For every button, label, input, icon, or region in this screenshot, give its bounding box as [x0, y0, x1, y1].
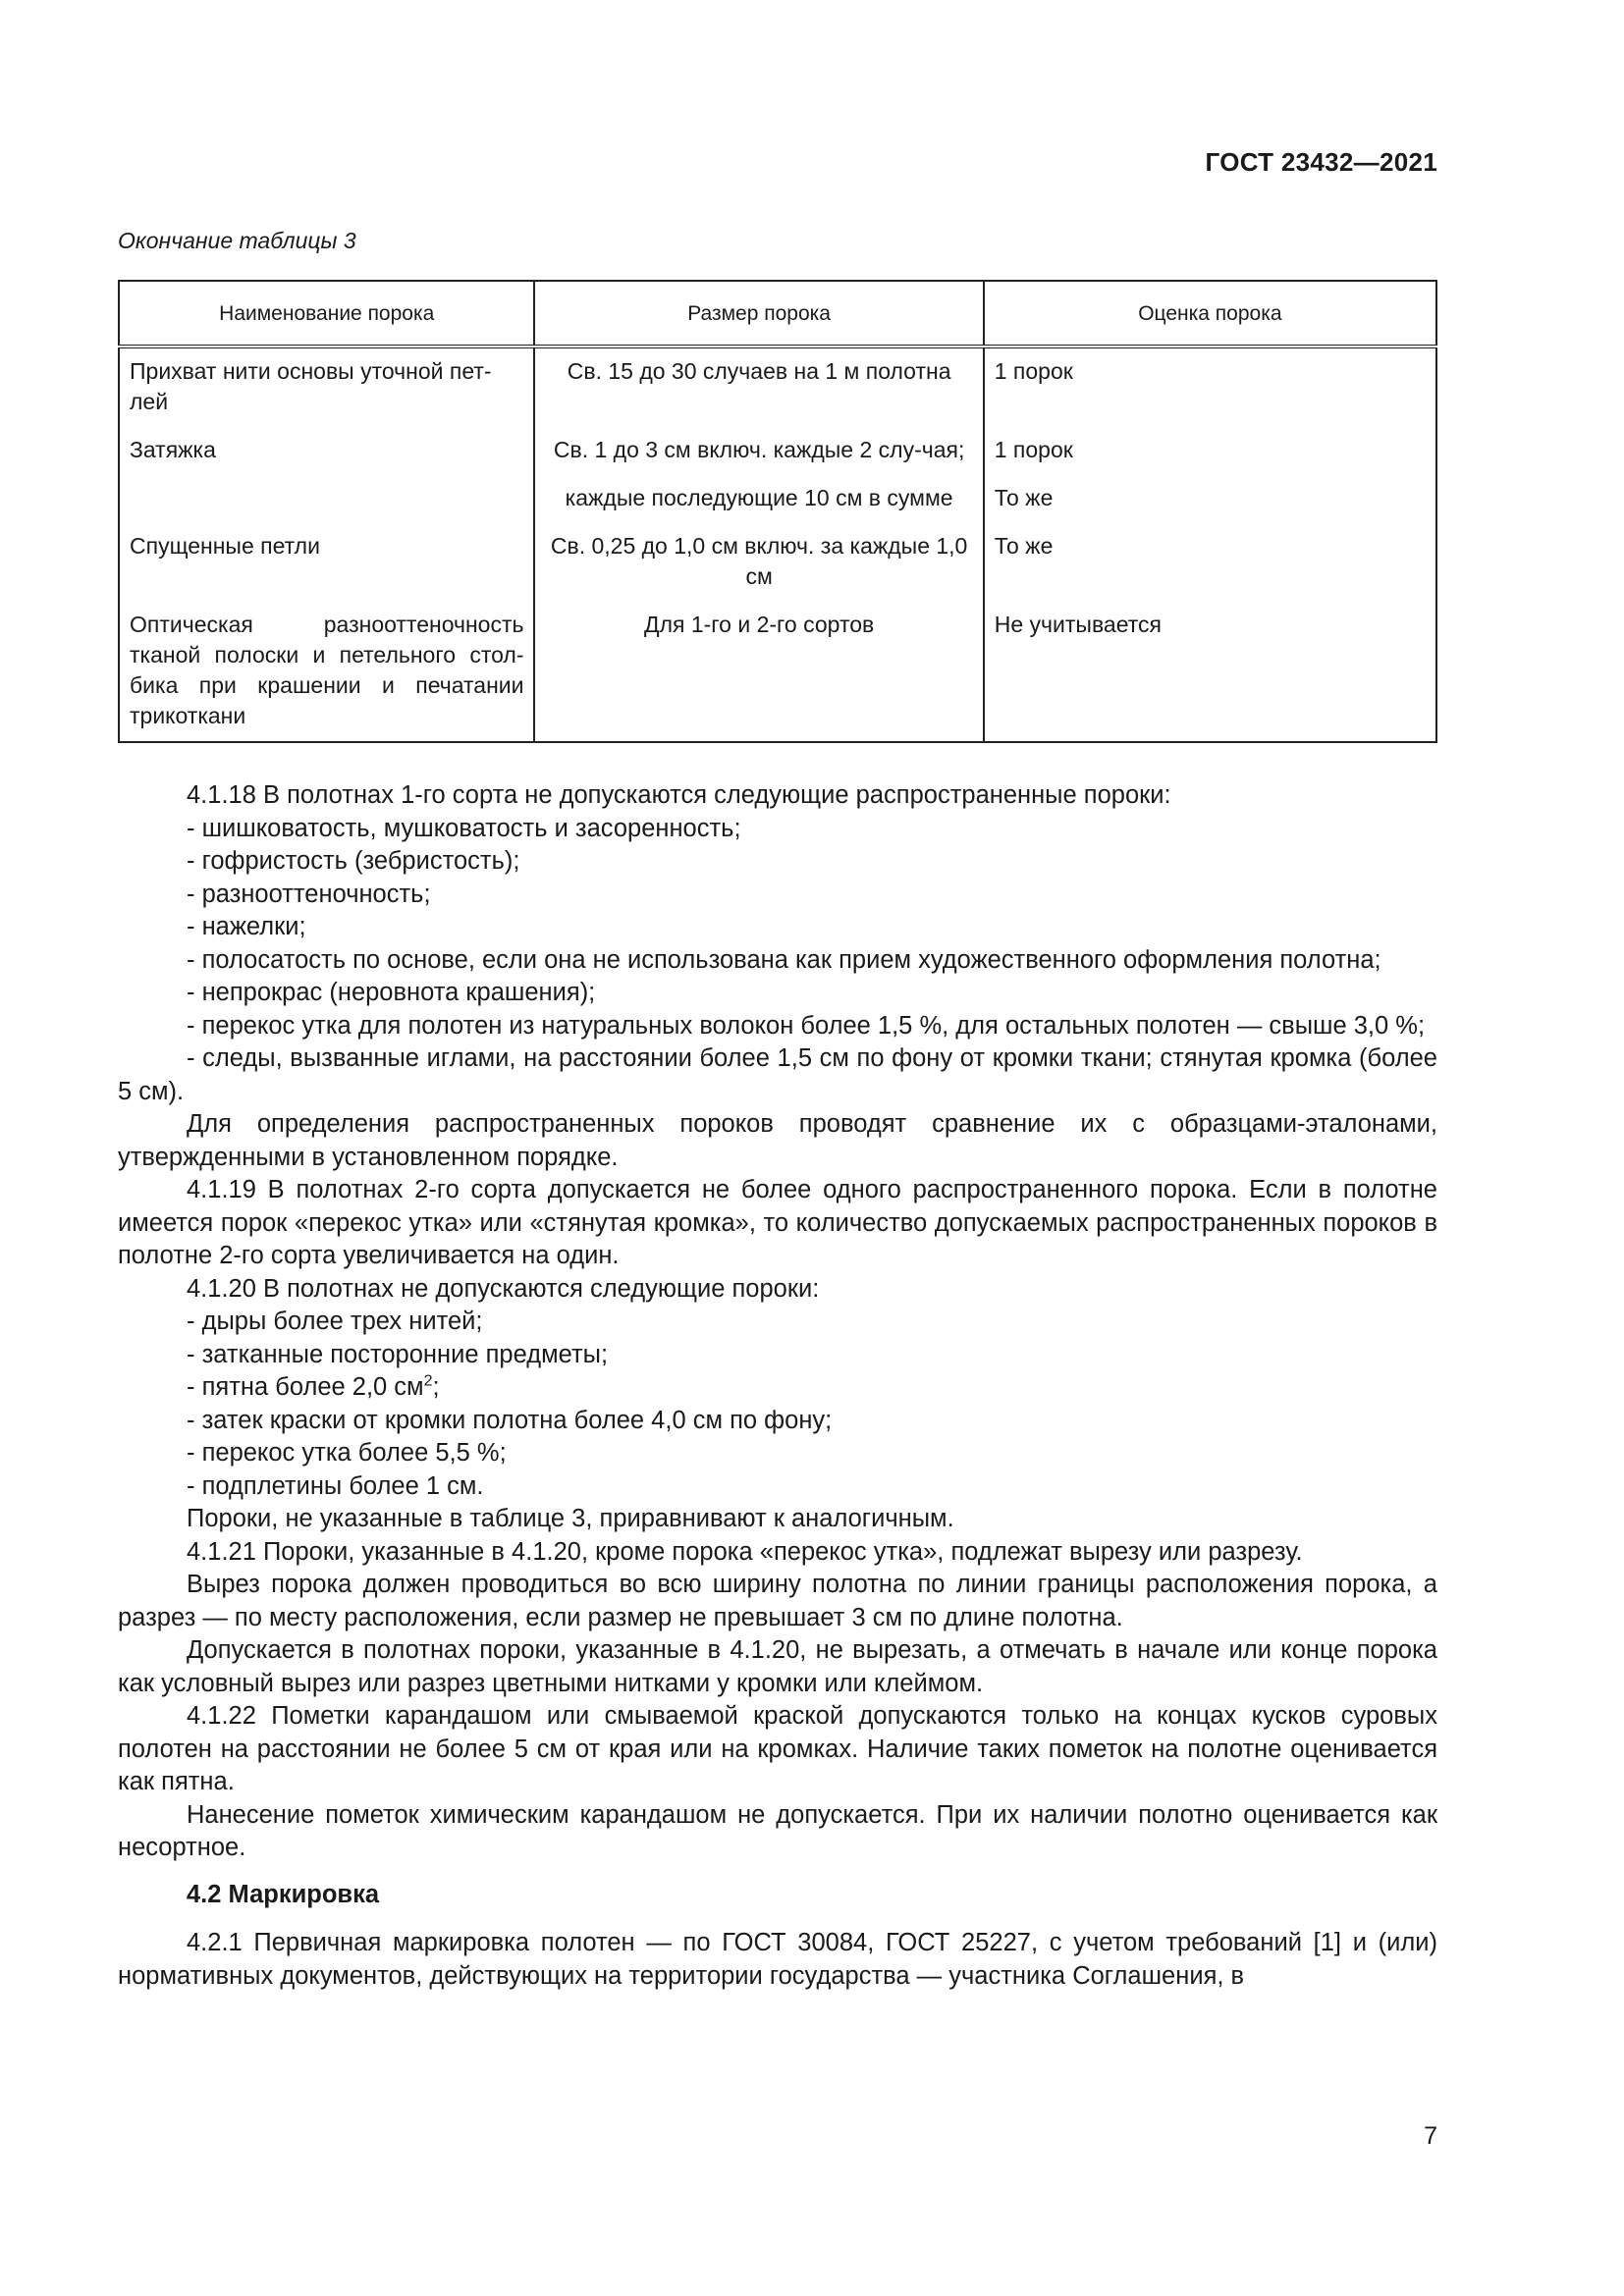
paragraph: Нанесение пометок химическим карандашом не допускается. При их наличии полотно оценивается как несортное.: [118, 1800, 1437, 1861]
column-header-defect-name: Наименование порока: [119, 281, 534, 347]
cell-defect-rating: 1 порок: [984, 427, 1436, 475]
cell-defect-size: Св. 0,25 до 1,0 см включ. за каждые 1,0 см: [534, 523, 983, 602]
paragraph: 4.1.19 В полотнах 2-го сорта допускается не более одного распространенного порока. Если в полотне имеется порок «перекос утка» или «стянутая кромка», то количество допускаемых распространенных пороков в полотне 2-го сорта увеличивается на один.: [118, 1176, 1437, 1269]
list-item: - перекос утка для полотен из натуральных волокон более 1,5 %, для остальных полотен — свыше 3,0 %;: [187, 1011, 1426, 1040]
cell-defect-size: каждые последующие 10 см в сумме: [534, 475, 983, 523]
cell-defect-size: Для 1-го и 2-го сортов: [534, 602, 983, 742]
list-item: - шишковатость, мушковатость и засоренность;: [187, 814, 741, 842]
list-item: - дыры более трех нитей;: [187, 1308, 483, 1335]
cell-defect-name: Спущенные петли: [119, 523, 534, 602]
paragraph: 4.2.1 Первичная маркировка полотен — по ГОСТ 30084, ГОСТ 25227, с учетом требований [1] и (или) нормативных документов, действующих на территории государства — участника Соглашения, в: [118, 1929, 1437, 1990]
paragraph: 4.1.18 В полотнах 1-го сорта не допускаются следующие распространенные пороки:: [187, 781, 1171, 809]
document-body: [118, 779, 1437, 1993]
list-item: - нажелки;: [187, 913, 306, 940]
defects-table: [118, 280, 1437, 743]
cell-defect-rating: Не учитывается: [984, 602, 1436, 742]
list-item-text: - пятна более 2,0 см: [187, 1373, 424, 1401]
paragraph: 4.1.20 В полотнах не допускаются следующие пороки:: [187, 1274, 820, 1303]
cell-defect-rating: То же: [984, 523, 1436, 602]
list-item: - следы, вызванные иглами, на расстоянии более 1,5 см по фону от кромки ткани; стянутая кромка (более 5 см).: [118, 1044, 1437, 1105]
column-header-defect-size: Размер порока: [534, 281, 983, 347]
cell-defect-size: Св. 1 до 3 см включ. каждые 2 слу-чая;: [534, 427, 983, 475]
table-header-row: [119, 281, 1436, 347]
list-item-tail: ;: [432, 1373, 440, 1401]
list-item: - затканные посторонние предметы;: [187, 1340, 609, 1368]
cell-defect-rating: 1 порок: [984, 347, 1436, 427]
cell-defect-size: Св. 15 до 30 случаев на 1 м полотна: [534, 347, 983, 427]
list-item: - полосатость по основе, если она не использована как прием художественного оформления полотна;: [187, 945, 1381, 974]
table-row: [119, 602, 1436, 742]
cell-defect-name: Оптическая разнооттеночность тканой полоски и петельного стол-бика при крашении и печатании трикоткани: [119, 602, 534, 742]
table-row: [119, 523, 1436, 602]
list-item: - разнооттеночность;: [187, 880, 431, 908]
table-row: [119, 347, 1436, 427]
list-item: - гофристость (зебристость);: [187, 847, 520, 875]
cell-defect-name: Прихват нити основы уточной пет-лей: [119, 347, 534, 427]
cell-defect-name: Затяжка: [119, 427, 534, 475]
superscript: 2: [423, 1372, 433, 1390]
table-row: [119, 475, 1436, 523]
column-header-defect-rating: Оценка порока: [984, 281, 1436, 347]
paragraph: Допускается в полотнах пороки, указанные в 4.1.20, не вырезать, а отмечать в начале или конце порока как условный вырез или разрез цветными нитками у кромки или клеймом.: [118, 1636, 1437, 1697]
section-heading: 4.2 Маркировка: [187, 1880, 380, 1908]
paragraph: 4.1.22 Пометки карандашом или смываемой краской допускаются только на концах кусков суровых полотен на расстоянии не более 5 см от края или на кромках. Наличие таких пометок на полотне оценивается как пятна.: [118, 1702, 1437, 1795]
list-item: - перекос утка более 5,5 %;: [187, 1439, 507, 1467]
table-caption: Окончание таблицы 3: [118, 228, 356, 253]
list-item: - подплетины более 1 см.: [187, 1471, 484, 1500]
table-row: [119, 427, 1436, 475]
list-item: [118, 1371, 1437, 1405]
cell-defect-rating: То же: [984, 475, 1436, 523]
paragraph: 4.1.21 Пороки, указанные в 4.1.20, кроме порока «перекос утка», подлежат вырезу или разрезу.: [187, 1537, 1303, 1566]
list-item: - затек краски от кромки полотна более 4,0 см по фону;: [187, 1406, 833, 1434]
paragraph: Вырез порока должен проводиться во всю ширину полотна по линии границы расположения порока, а разрез — по месту расположения, если размер не превышает 3 см по длине полотна.: [118, 1571, 1437, 1631]
paragraph: Для определения распространенных пороков проводят сравнение их с образцами-эталонами, утвержденными в установленном порядке.: [118, 1110, 1437, 1171]
page-number: 7: [1424, 2122, 1437, 2150]
document-code: ГОСТ 23432—2021: [1205, 147, 1437, 177]
cell-defect-name: [119, 475, 534, 523]
list-item: - непрокрас (неровнота крашения);: [187, 979, 596, 1006]
paragraph: Пороки, не указанные в таблице 3, приравнивают к аналогичным.: [187, 1505, 954, 1532]
